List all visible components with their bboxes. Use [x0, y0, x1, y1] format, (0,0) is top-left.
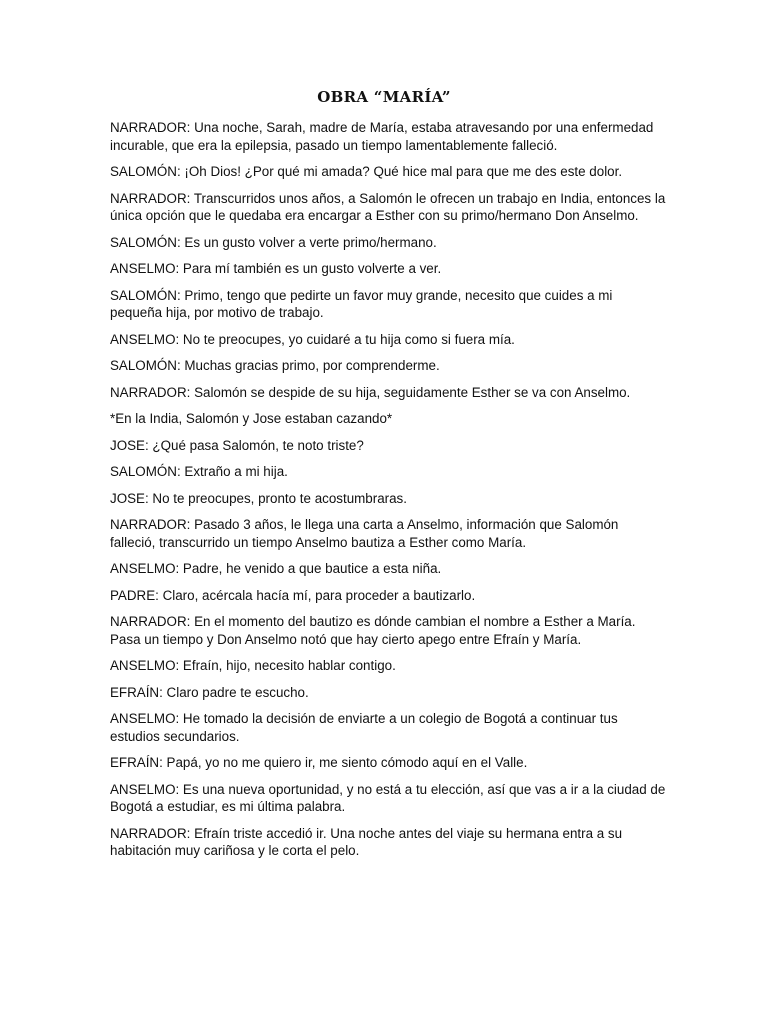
paragraph: SALOMÓN: Es un gusto volver a verte primo/hermano.: [110, 234, 437, 250]
paragraph: ANSELMO: Para mí también es un gusto volverte a ver.: [110, 261, 442, 276]
paragraph: NARRADOR: Pasado 3 años, le llega una carta a Anselmo, información que Salomón falleció, transcurrido un tiempo Anselmo bautiza a Esther como María.: [110, 517, 619, 550]
paragraph: NARRADOR: Una noche, Sarah, madre de María, estaba atravesando por una enfermedad incurable, que era la epilepsia, pasado un tiempo lamentablemente falleció.: [110, 120, 654, 153]
paragraph: ANSELMO: He tomado la decisión de enviarte a un colegio de Bogotá a continuar tus estudios secundarios.: [110, 711, 618, 744]
paragraph: NARRADOR: Salomón se despide de su hija, seguidamente Esther se va con Anselmo.: [110, 384, 631, 400]
script-body: [110, 119, 666, 869]
paragraph: NARRADOR: En el momento del bautizo es dónde cambian el nombre a Esther a María. Pasa un tiempo y Don Anselmo notó que hay cierto apego entre Efraín y María.: [110, 614, 636, 647]
paragraph: NARRADOR: Efraín triste accedió ir. Una noche antes del viaje su hermana entra a su habitación muy cariñosa y le corta el pelo.: [110, 825, 623, 858]
paragraph: SALOMÓN: ¡Oh Dios! ¿Por qué mi amada? Qué hice mal para que me des este dolor.: [110, 164, 623, 179]
paragraph: SALOMÓN: Extraño a mi hija.: [110, 464, 288, 479]
page-title: OBRA “MARÍA”: [317, 88, 451, 106]
paragraph: EFRAÍN: Claro padre te escucho.: [110, 684, 309, 700]
paragraph: NARRADOR: Transcurridos unos años, a Salomón le ofrecen un trabajo en India, entonces la única opción que le quedaba era encargar a Esther con su primo/hermano Don Anselmo.: [110, 190, 666, 223]
paragraph: ANSELMO: Efraín, hijo, necesito hablar contigo.: [110, 658, 396, 673]
paragraph: SALOMÓN: Muchas gracias primo, por comprenderme.: [110, 358, 440, 373]
paragraph: JOSE: No te preocupes, pronto te acostumbraras.: [110, 490, 407, 506]
paragraph: ANSELMO: Padre, he venido a que bautice a esta niña.: [110, 561, 442, 576]
paragraph: PADRE: Claro, acércala hacía mí, para proceder a bautizarlo.: [110, 587, 476, 603]
paragraph: SALOMÓN: Primo, tengo que pedirte un favor muy grande, necesito que cuides a mi pequeña hija, por motivo de trabajo.: [110, 287, 613, 320]
paragraph: *En la India, Salomón y Jose estaban cazando*: [110, 411, 393, 426]
paragraph: ANSELMO: No te preocupes, yo cuidaré a tu hija como si fuera mía.: [110, 331, 515, 347]
paragraph: EFRAÍN: Papá, yo no me quiero ir, me siento cómodo aquí en el Valle.: [110, 755, 528, 770]
paragraph: JOSE: ¿Qué pasa Salomón, te noto triste?: [110, 437, 364, 453]
paragraph: ANSELMO: Es una nueva oportunidad, y no está a tu elección, así que vas a ir a la ciudad de Bogotá a estudiar, es mi última palabra.: [110, 781, 666, 814]
